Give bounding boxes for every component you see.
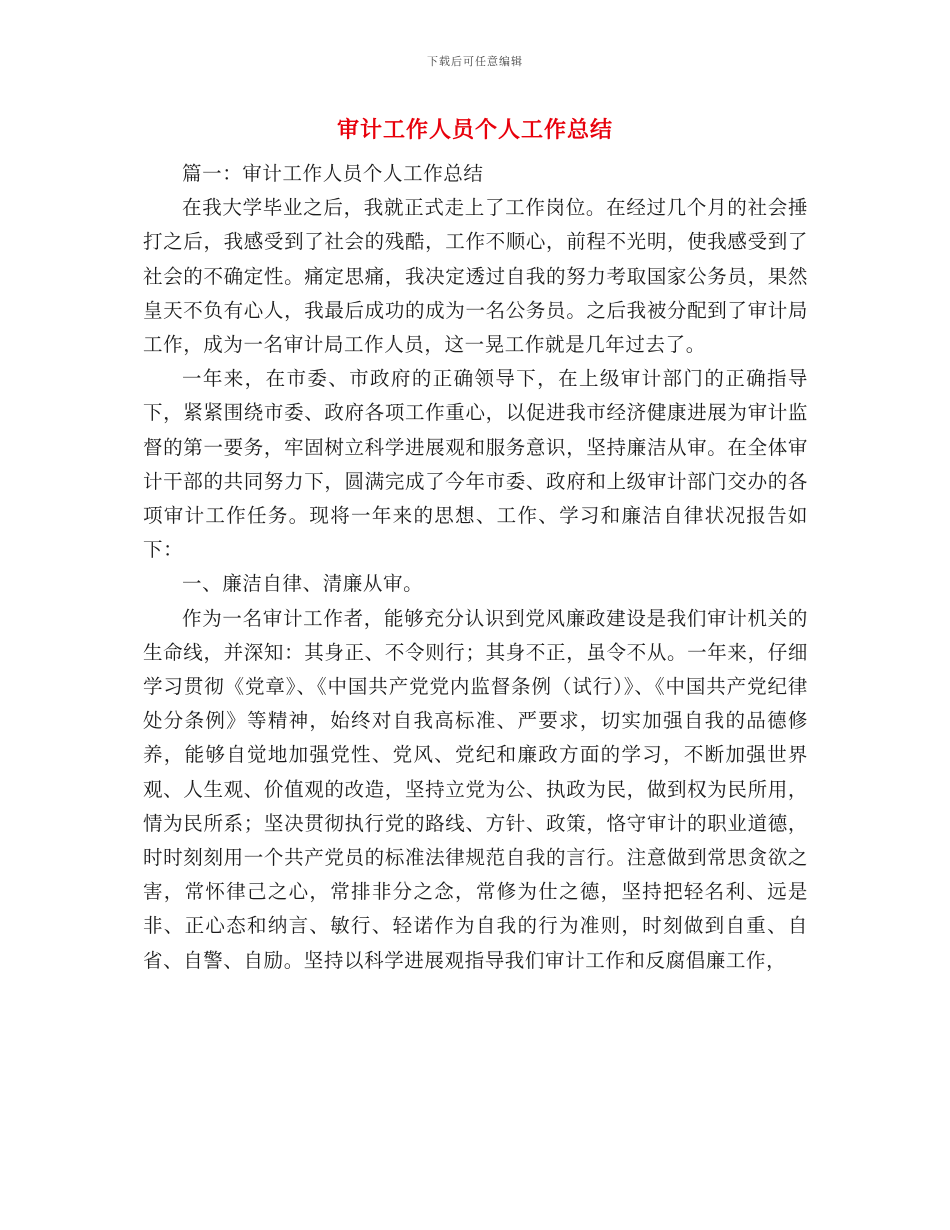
page-header: 下载后可任意编辑 [427,55,523,68]
section-heading: 篇一：审计工作人员个人工作总结 [182,162,484,185]
document-body [143,157,808,978]
section-heading: 一、廉洁自律、清廉从审。 [182,572,424,596]
paragraph: 作为一名审计工作者，能够充分认识到党风廉政建设是我们审计机关的生命线，并深知：其身正、不令则行；其身不正，虽令不从。一年来，仔细学习贯彻《党章》、《中国共产党党内监督条例（试行）》、《中国共产党纪律处分条例》等精神，始终对自我高标准、严要求，切实加强自我的品德修养，能够自觉地加强党性、党风、党纪和廉政方面的学习，不断加强世界观、人生观、价值观的改造，坚持立党为公、执政为民，做到权为民所用，情为民所系；坚决贯彻执行党的路线、方针、政策，恪守审计的职业道德，时时刻刻用一个共产党员的标准法律规范自我的言行。注意做到常思贪欲之害，常怀律己之心，常排非分之念，常修为仕之德，坚持把轻名利、远是非、正心态和纳言、敏行、轻诺作为自我的行为准则，时刻做到自重、自省、自警、自励。坚持以科学进展观指导我们审计工作和反腐倡廉工作， [143,606,808,972]
document-title: 审计工作人员个人工作总结 [336,117,613,143]
paragraph: 在我大学毕业之后，我就正式走上了工作岗位。在经过几个月的社会捶打之后，我感受到了社会的残酷，工作不顺心，前程不光明，使我感受到了社会的不确定性。痛定思痛，我决定透过自我的努力考取国家公务员，果然皇天不负有心人，我最后成功的成为一名公务员。之后我被分配到了审计局工作，成为一名审计局工作人员，这一晃工作就是几年过去了。 [143,196,808,357]
paragraph: 一年来，在市委、市政府的正确领导下，在上级审计部门的正确指导下，紧紧围绕市委、政府各项工作重心，以促进我市经济健康进展为审计监督的第一要务，牢固树立科学进展观和服务意识，坚持廉洁从审。在全体审计干部的共同努力下，圆满完成了今年市委、政府和上级审计部门交办的各项审计工作任务。现将一年来的思想、工作、学习和廉洁自律状况报告如下： [143,367,808,562]
